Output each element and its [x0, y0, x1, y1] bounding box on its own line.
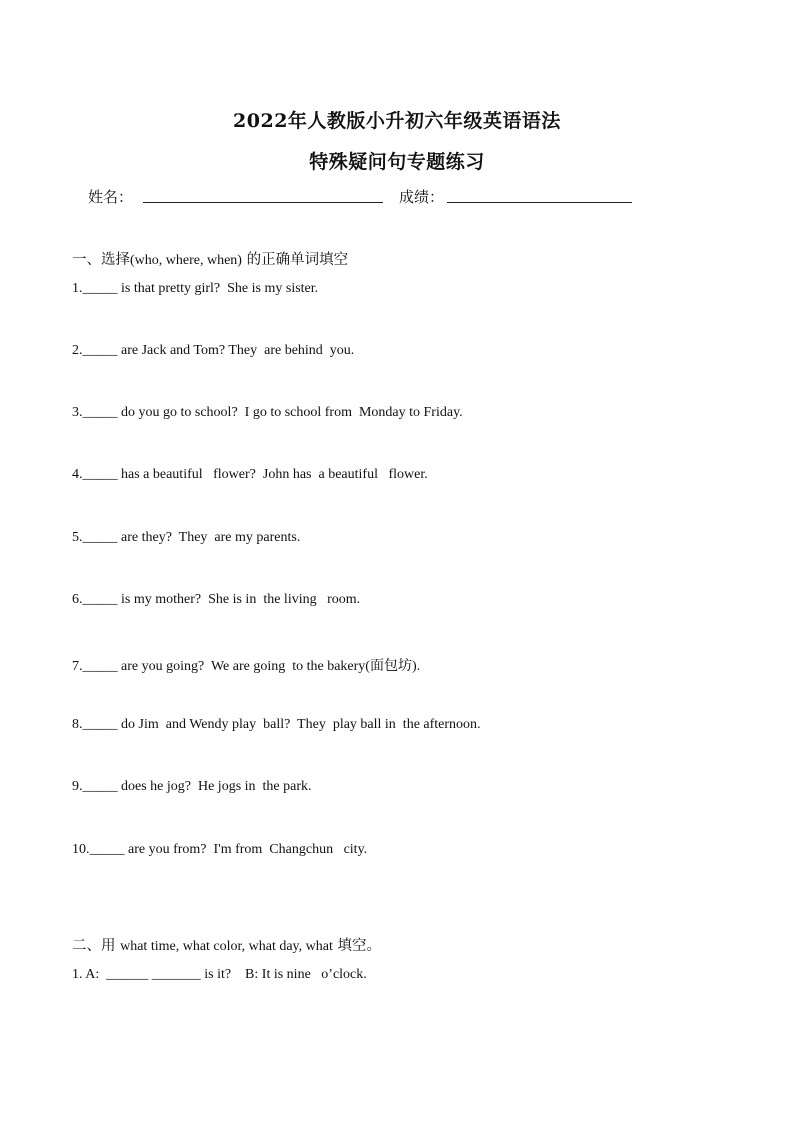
section-2-heading-prefix: 二、用: [72, 938, 121, 954]
question-3: 3._____ do you go to school? I go to school from Monday to Friday.: [72, 405, 463, 420]
section-2-question-1: 1. A: ______ _______ is it? B: It is nine o’clock.: [72, 967, 367, 982]
section-1-heading-suffix: 的正确单词填空: [241, 252, 349, 268]
question-5: 5._____ are they? They are my parents.: [72, 530, 301, 545]
section-2-heading-suffix: 填空。: [332, 938, 381, 954]
name-blank-line[interactable]: [143, 202, 383, 203]
section-1-heading: [72, 248, 348, 269]
question-4: 4._____ has a beautiful flower? John has a beautiful flower.: [72, 467, 428, 482]
worksheet-subtitle: 特殊疑问句专题练习: [309, 151, 485, 173]
score-label: 成绩：: [399, 188, 445, 206]
question-6: 6._____ is my mother? She is in the living room.: [72, 592, 361, 607]
score-blank-line[interactable]: [447, 202, 632, 203]
question-1: 1._____ is that pretty girl? She is my sister.: [72, 281, 319, 296]
name-label: 姓名：: [88, 188, 134, 206]
question-2: 2._____ are Jack and Tom? They are behind you.: [72, 343, 355, 358]
section-1-heading-prefix: 一、选择: [72, 252, 130, 268]
question-8: 8._____ do Jim and Wendy play ball? They play ball in the afternoon.: [72, 717, 481, 732]
question-10: 10._____ are you from? I'm from Changchun city.: [72, 842, 368, 857]
section-1-heading-words: (who, where, when): [130, 253, 242, 268]
section-2-heading-words: what time, what color, what day, what: [120, 939, 333, 954]
question-7: 7._____ are you going? We are going to the bakery(面包坊).: [72, 659, 421, 674]
worksheet-title: 2022年人教版小升初六年级英语语法: [233, 110, 561, 132]
section-2-heading: [72, 934, 381, 955]
question-9: 9._____ does he jog? He jogs in the park.: [72, 779, 312, 794]
